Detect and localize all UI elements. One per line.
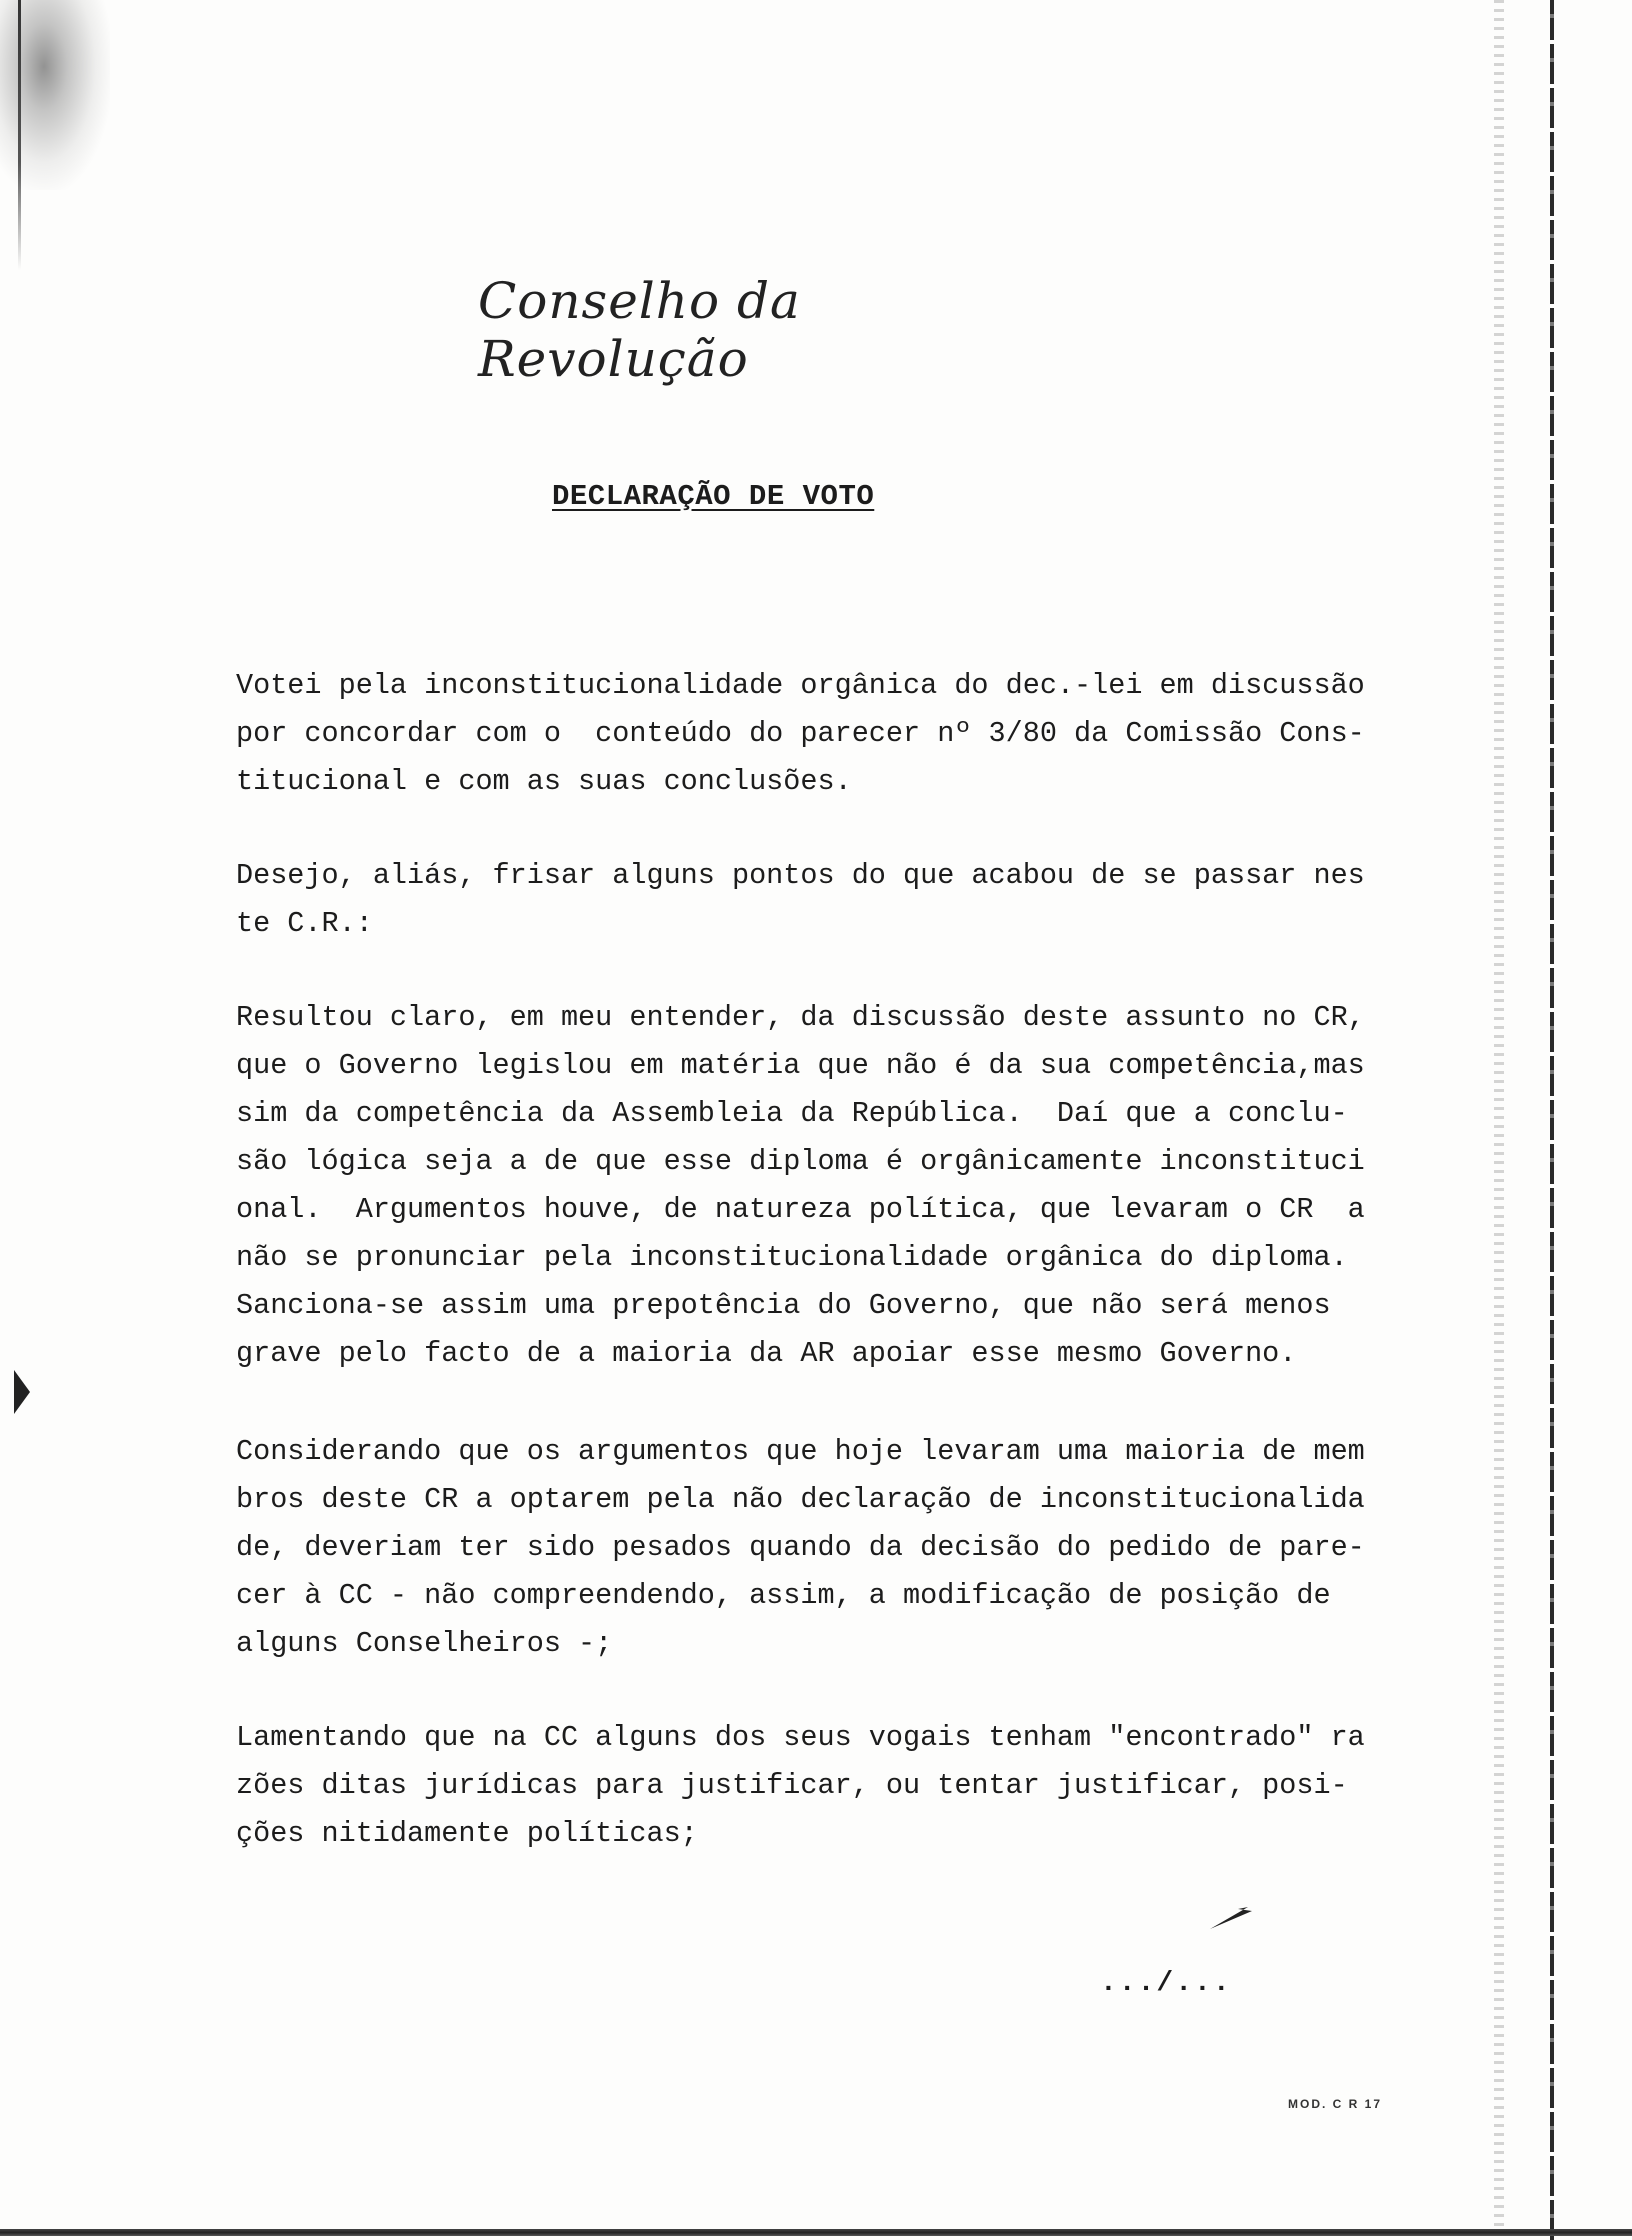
paragraph-1: Votei pela inconstitucionalidade orgânica do dec.-lei em discussão por concordar com o conteúdo do parecer nº 3/80 da Comissão Cons- titucional e com as suas conclusões.	[236, 669, 1365, 798]
scan-edge-right-dots	[1494, 0, 1504, 2240]
paragraph-2: Desejo, aliás, frisar alguns pontos do que acabou de se passar nes te C.R.:	[236, 859, 1365, 940]
form-code: MOD. C R 17	[1288, 2097, 1383, 2111]
scan-edge-bottom	[0, 2229, 1632, 2236]
pen-mark-icon	[1208, 1905, 1254, 1931]
continuation-marker: .../...	[1100, 1968, 1232, 1999]
scan-edge-right	[1550, 0, 1554, 2240]
scan-edge-left	[18, 0, 21, 270]
document-body	[236, 662, 1382, 1904]
scan-smudge	[0, 0, 110, 190]
paragraph-5: Lamentando que na CC alguns dos seus vogais tenham "encontrado" ra zões ditas jurídicas para justificar, ou tentar justificar, posi- ções nitidamente políticas;	[236, 1721, 1365, 1850]
paragraph-3: Resultou claro, em meu entender, da discussão deste assunto no CR, que o Governo legislou em matéria que não é da sua competência,mas sim da competência da Assembleia da República. Daí que a conclu- são lógica seja a de que esse diploma é orgânicamente inconstituci onal. Argumentos houve, de natureza política, que levaram o CR a não se pronunciar pela inconstitucionalidade orgânica do diploma. Sanciona-se assim uma prepotência do Governo, que não será menos grave pelo facto de a maioria da AR apoiar esse mesmo Governo.	[236, 1001, 1365, 1370]
paragraph-4: Considerando que os argumentos que hoje levaram uma maioria de mem bros deste CR a optarem pela não declaração de inconstitucionalida de, deveriam ter sido pesados quando da decisão do pedido de pare- cer à CC - não compreendendo, assim, a modificação de posição de alguns Conselheiros -;	[236, 1435, 1365, 1660]
letterhead: Conselho da Revolução	[478, 272, 801, 388]
binding-mark	[14, 1370, 30, 1414]
document-title: DECLARAÇÃO DE VOTO	[552, 480, 875, 513]
